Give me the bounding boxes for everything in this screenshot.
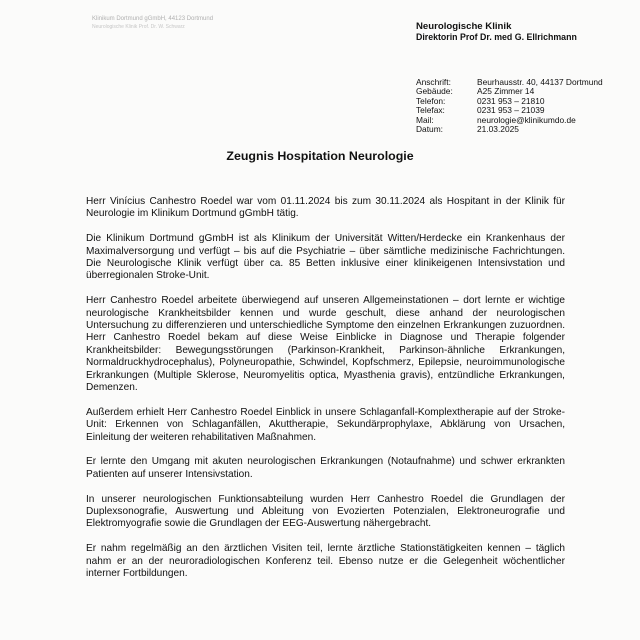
paragraph: In unserer neurologischen Funktionsabteilung wurden Herr Canhestro Roedel die Grundlagen der Duplexsonografie, Auswertung und Ableitung von Evozierten Potenzialen, Elektroneurografie und Elektromyografie sowie die Grundlagen der EEG-Auswertung nähergebracht. xyxy=(86,493,565,530)
paragraph: Er lernte den Umgang mit akuten neurologischen Erkrankungen (Notaufnahme) und schwer erkrankten Patienten auf unserer Intensivstation. xyxy=(86,456,565,480)
contact-value: 21.03.2025 xyxy=(477,124,519,135)
document-title: Zeugnis Hospitation Neurologie xyxy=(226,149,414,163)
clinic-header xyxy=(416,21,577,43)
contact-label: Datum: xyxy=(416,124,443,135)
paragraph: Herr Vinícius Canhestro Roedel war vom 01.11.2024 bis zum 30.11.2024 als Hospitant in der Klinik für Neurologie im Klinikum Dortmund gGmbH tätig. xyxy=(86,196,565,220)
paragraph: Herr Canhestro Roedel arbeitete überwiegend auf unseren Allgemeinstationen – dort lernte er wichtige neurologische Krankheitsbilder kennen und wurde geschult, diese anhand der neurologischen Untersuchung zu differenzieren und unterschiedliche Symptome den einzelnen Erkrankungen zuzuordnen. Herr Canhestro Roedel bekam auf diese Weise Einblicke in Diagnose und Therapie folgender Krankheitsbilder: Bewegungsstörungen (Parkinson-Krankheit, Parkinson-ähnliche Erkrankungen, Normaldruckhydrocephalus), Polyneuropathie, Schwindel, Kopfschmerz, Epilepsie, neuroimmunologische Erkrankungen (Multiple Sklerose, Neuromyelitis optica, Myasthenia gravis), entzündliche Erkrankungen, Demenzen. xyxy=(86,295,565,394)
contact-row-date xyxy=(416,125,603,134)
contact-label: Anschrift: xyxy=(416,77,451,87)
document-body xyxy=(86,196,565,593)
contact-value: neurologie@klinikumdo.de xyxy=(477,114,576,125)
contact-value: 0231 953 – 21039 xyxy=(477,105,545,116)
clinic-director: Direktorin Prof Dr. med G. Ellrichmann xyxy=(416,32,577,42)
sender-address-line xyxy=(92,15,213,31)
contact-label: Telefax: xyxy=(416,105,445,116)
contact-label: Telefon: xyxy=(416,95,446,106)
paragraph: Er nahm regelmäßig an den ärztlichen Visiten teil, lernte ärztliche Stationstätigkeiten kennen – täglich nahm er an der neuroradiologischen Konferenz teil. Ebenso nutze er die Gelegenheit wöchentlicher interner Fortbildungen. xyxy=(86,543,565,580)
contact-block xyxy=(416,78,603,134)
contact-value: 0231 953 – 21810 xyxy=(477,95,545,106)
contact-label: Mail: xyxy=(416,114,434,125)
sender-line-2: Neurologische Klinik Prof. Dr. W. Schwarz xyxy=(92,24,185,30)
paragraph: Die Klinikum Dortmund gGmbH ist als Klinikum der Universität Witten/Herdecke ein Krankenhaus der Maximalversorgung und verfügt – bis auf die Psychiatrie – über sämtliche medizinische Fachrichtungen. Die Neurologische Klinik verfügt über ca. 85 Betten inklusive einer klinikeigenen Intensivstation und überregionalen Stroke-Unit. xyxy=(86,233,565,282)
contact-label: Gebäude: xyxy=(416,86,453,97)
contact-value: A25 Zimmer 14 xyxy=(477,86,535,97)
sender-line-1: Klinikum Dortmund gGmbH, 44123 Dortmund xyxy=(92,16,214,22)
contact-value: Beurhausstr. 40, 44137 Dortmund xyxy=(477,77,603,87)
paragraph: Außerdem erhielt Herr Canhestro Roedel Einblick in unsere Schlaganfall-Komplextherapie auf der Stroke-Unit: Erkennen von Schlaganfällen, Akuttherapie, Sekundärprophylaxe, Abklärung von Ursachen, Einleitung der weiteren rehabilitativen Maßnahmen. xyxy=(86,406,565,443)
clinic-name: Neurologische Klinik xyxy=(416,21,512,32)
